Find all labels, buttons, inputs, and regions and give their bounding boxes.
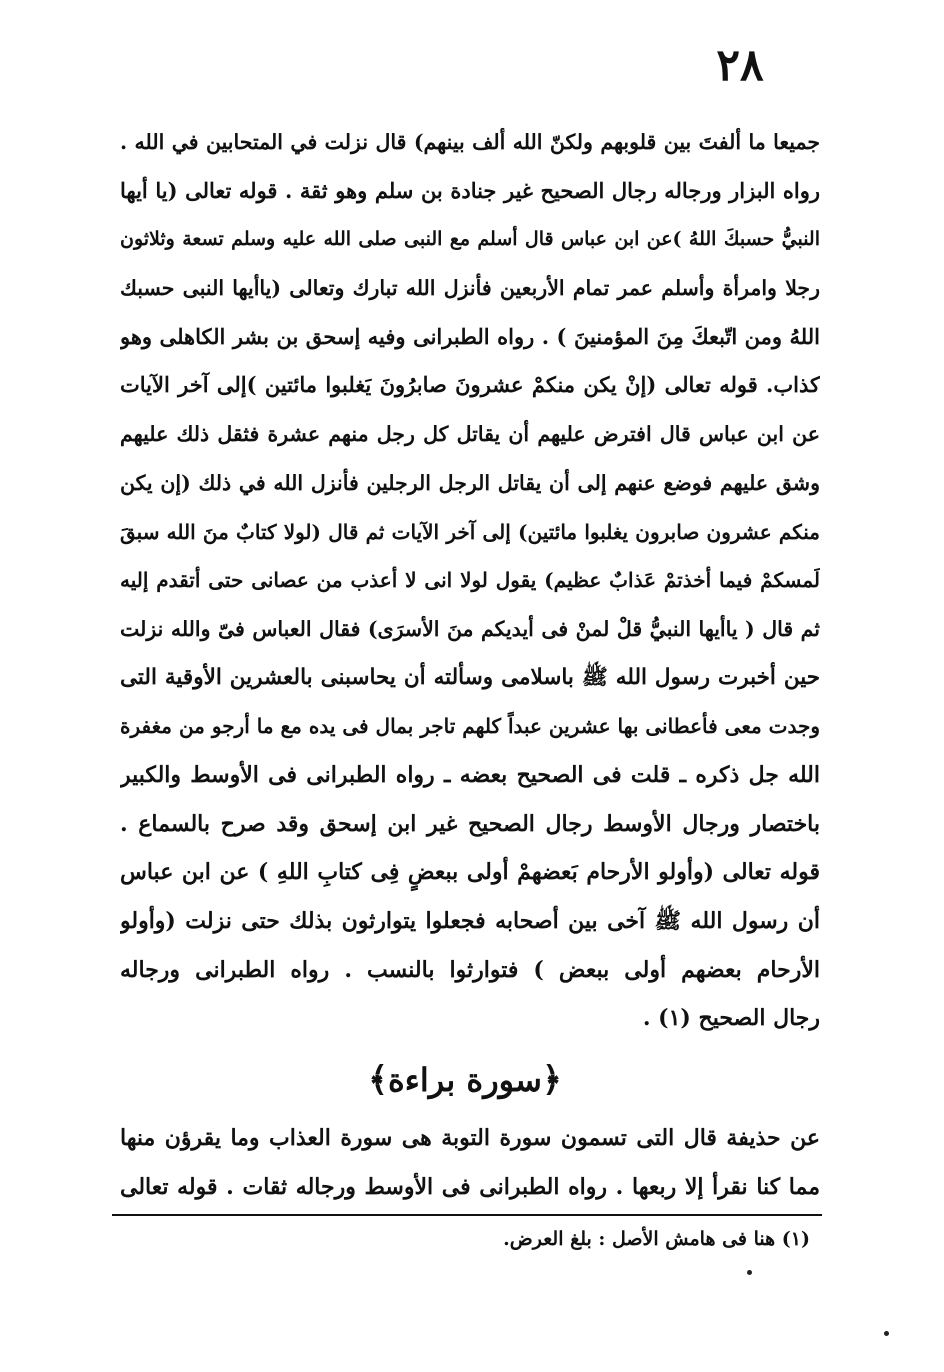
text-line: مما كنا نقرأ إلا ربعها . رواه الطبرانى فى الأوسط ورجاله ثقات . قوله تعالى [120,1173,820,1200]
text-line: عن ابن عباس قال افترض عليهم أن يقاتل كل رجل منهم عشرة فثقل ذلك عليهم [120,422,820,447]
text-line: عن حذيفة قال التى تسمون سورة التوبة هى سورة العذاب وما يقرؤن منها [120,1125,820,1151]
text-line: الأرحام بعضهم أولى ببعض ) فتوارثوا بالنسب . رواه الطبرانى ورجاله [120,956,820,983]
text-line: وشق عليهم فوضع عنهم إلى أن يقاتل الرجل الرجلين فأنزل الله في ذلك (إن يكن [120,470,820,495]
text-line: اللهُ ومن اتّبعكَ مِنَ المؤمنينَ ) . رواه الطبرانى وفيه إسحق بن بشر الكاهلى وهو [120,323,820,349]
ink-speck [747,1270,752,1275]
text-line: منكم عشرون صابرون يغلبوا مائتين) إلى آخر الآيات ثم قال (لولا كتابٌ منَ الله سبقَ [120,519,820,544]
text-line: الله جل ذكره ـ قلت فى الصحيح بعضه ـ رواه الطبرانى فى الأوسط والكبير [120,761,820,788]
ink-speck [884,1331,889,1336]
ornamental-bracket-close: ﴾ [368,1060,389,1100]
text-line: أن رسول الله ﷺ آخى بين أصحابه فجعلوا يتوارثون بذلك حتى نزلت (وأولو [120,908,820,934]
text-line: النبيُّ حسبكَ اللهُ )عن ابن عباس قال أسلم مع النبى صلى الله عليه وسلم تسعة وثلاثون [120,228,820,251]
section-title: سورة براءة [388,1061,542,1099]
text-line: وجدت معى فأعطانى بها عشرين عبداً كلهم تاجر بمال فى يده مع ما أرجو من مغفرة [120,714,820,739]
text-line: رجال الصحيح (١) . [642,1005,820,1032]
footnote: (١) هنا فى هامش الأصل : بلغ العرض. [503,1228,810,1250]
page-number: ٢٨ [716,40,764,91]
section-text [120,1114,820,1211]
main-text [120,118,820,1043]
text-line: كذاب. قوله تعالى (إنْ يكن منكمْ عشرونَ صابرُونَ يَغلبوا مائتين )إلى آخر الآيات [120,372,820,398]
ornamental-bracket-open: ﴿ [541,1060,562,1100]
text-line: لَمسكمْ فيما أخذتمْ عَذابٌ عظيم) يقول لولا انى لا أعذب من عصانى حتى أتقدم إليه [120,568,820,593]
text-line: حين أخبرت رسول الله ﷺ باسلامى وسألته أن يحاسبنى بالعشرين الأوقية التى [120,664,820,690]
section-heading [350,1052,580,1108]
text-line: جميعا ما ألفتَ بين قلوبهم ولكنّ الله ألف بينهم) قال نزلت في المتحابين في الله . [120,130,820,154]
text-line: رجلا وامرأة وأسلم عمر تمام الأربعين فأنزل الله تبارك وتعالى (ياأيها النبى حسبك [120,276,820,301]
footnote-divider [112,1214,822,1216]
text-line: باختصار ورجال الأوسط رجال الصحيح غير ابن إسحق وقد صرح بالسماع . [120,810,820,837]
text-line: ثم قال ( ياأيها النبيُّ قلْ لمنْ فى أيديكم منَ الأسرَى) فقال العباس فىّ والله نزلت [120,616,820,641]
text-line: قوله تعالى (وأولو الأرحام بَعضهمْ أولى ببعضٍ فِى كتابِ اللهِ ) عن ابن عباس [120,859,820,886]
text-line: رواه البزار ورجاله رجال الصحيح غير جنادة بن سلم وهو ثقة . قوله تعالى (يا أيها [120,177,820,203]
